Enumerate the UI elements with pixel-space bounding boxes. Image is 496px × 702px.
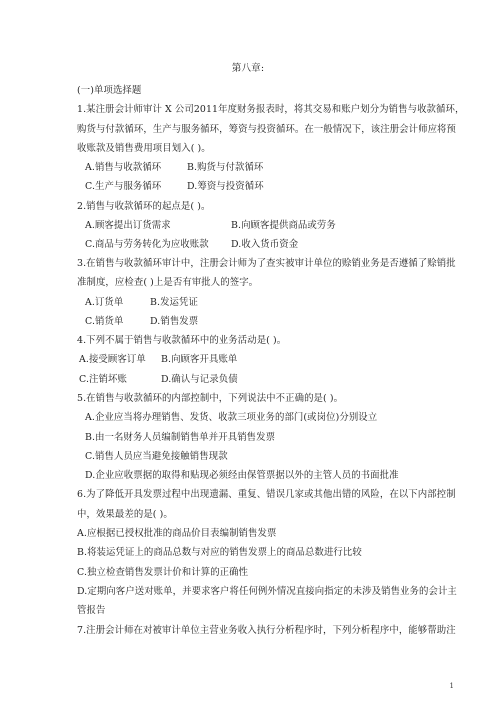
question-4-line-1: 4.下列不属于销售与收款循环中的业务活动是( )。 (77, 335, 287, 346)
question-2-line-1: 2.销售与收款循环的起点是( )。 (77, 201, 211, 212)
question-5-option-c: C.销售人员应当避免接触销售现款 (85, 451, 228, 462)
question-1-line-1: 1.某注册会计师审计 X 公司2011年度财务报表时，将其交易和账户划分为销售与收款循环， (77, 104, 465, 115)
question-4-option-a: A.接受顾客订单 (79, 354, 146, 365)
question-5-line-1: 5.在销售与收款循环的内部控制中，下列说法中不正确的是( )。 (77, 393, 344, 404)
question-1-option-d: D.筹资与投资循环 (187, 181, 264, 192)
question-6-option-d-line-2: 管报告 (77, 605, 106, 616)
question-4-option-d: D.确认与记录负债 (161, 374, 238, 385)
question-2-option-b: B.向顾客提供商品或劳务 (231, 220, 336, 231)
question-6-option-c: C.独立检查销售发票计价和计算的正确性 (77, 567, 249, 578)
question-4-option-b: B.向顾客开具账单 (161, 354, 238, 365)
question-6-line-1: 6.为了降低开具发票过程中出现遗漏、重复、错误几家或其他出错的风险，在以下内部控制 (77, 489, 456, 500)
question-1-option-c: C.生产与服务循环 (85, 181, 162, 192)
question-6-option-b: B.将装运凭证上的商品总数与对应的销售发票上的商品总数进行比较 (77, 547, 362, 558)
question-1-option-a: A.销售与收款循环 (85, 162, 162, 173)
question-1-line-3: 收账款及销售费用项目划入( )。 (77, 143, 211, 154)
question-3-line-2: 准制度，应检查( )上是否有审批人的签字。 (77, 277, 259, 288)
question-4-option-c: C.注销坏账 (79, 374, 127, 385)
question-1-option-b: B.购货与付款循环 (187, 162, 264, 173)
question-3-option-c: C.销货单 (85, 316, 124, 327)
question-7-line-1: 7.注册会计师在对被审计单位主营业务收入执行分析程序时，下列分析程序中，能够帮助注 (77, 625, 456, 636)
page-number: 1 (449, 682, 454, 690)
question-3-line-1: 3.在销售与收款循环审计中，注册会计师为了查实被审计单位的赊销业务是否遵循了赊销批 (77, 258, 456, 269)
question-3-option-b: B.发运凭证 (150, 297, 198, 308)
question-6-option-a: A.应根据已授权批准的商品价目表编制销售发票 (77, 528, 277, 539)
question-1-line-2: 购货与付款循环，生产与服务循环，筹资与投资循环。在一般情况下，该注册会计师应将预 (77, 124, 457, 135)
question-5-option-b: B.由一名财务人员编制销售单并开具销售发票 (85, 432, 276, 443)
question-2-option-d: D.收入货币资金 (231, 239, 299, 250)
chapter-title: 第八章: (231, 63, 265, 74)
question-5-option-d: D.企业应收票据的取得和贴现必须经由保管票据以外的主管人员的书面批准 (85, 470, 399, 481)
section-heading: (一)单项选择题 (77, 85, 142, 96)
question-2-option-c: C.商品与劳务转化为应收账款 (85, 239, 209, 250)
question-3-option-a: A.订货单 (85, 297, 124, 308)
question-6-option-d-line-1: D.定期向客户送对账单，并要求客户将任何例外情况直接向指定的未涉及销售业务的会计主 (77, 586, 457, 597)
question-6-line-2: 中，效果最差的是( )。 (77, 509, 173, 520)
question-5-option-a: A.企业应当将办理销售、发货、收款三项业务的部门(或岗位)分别设立 (85, 412, 378, 423)
question-3-option-d: D.销售发票 (150, 316, 199, 327)
question-2-option-a: A.顾客提出订货需求 (85, 220, 171, 231)
